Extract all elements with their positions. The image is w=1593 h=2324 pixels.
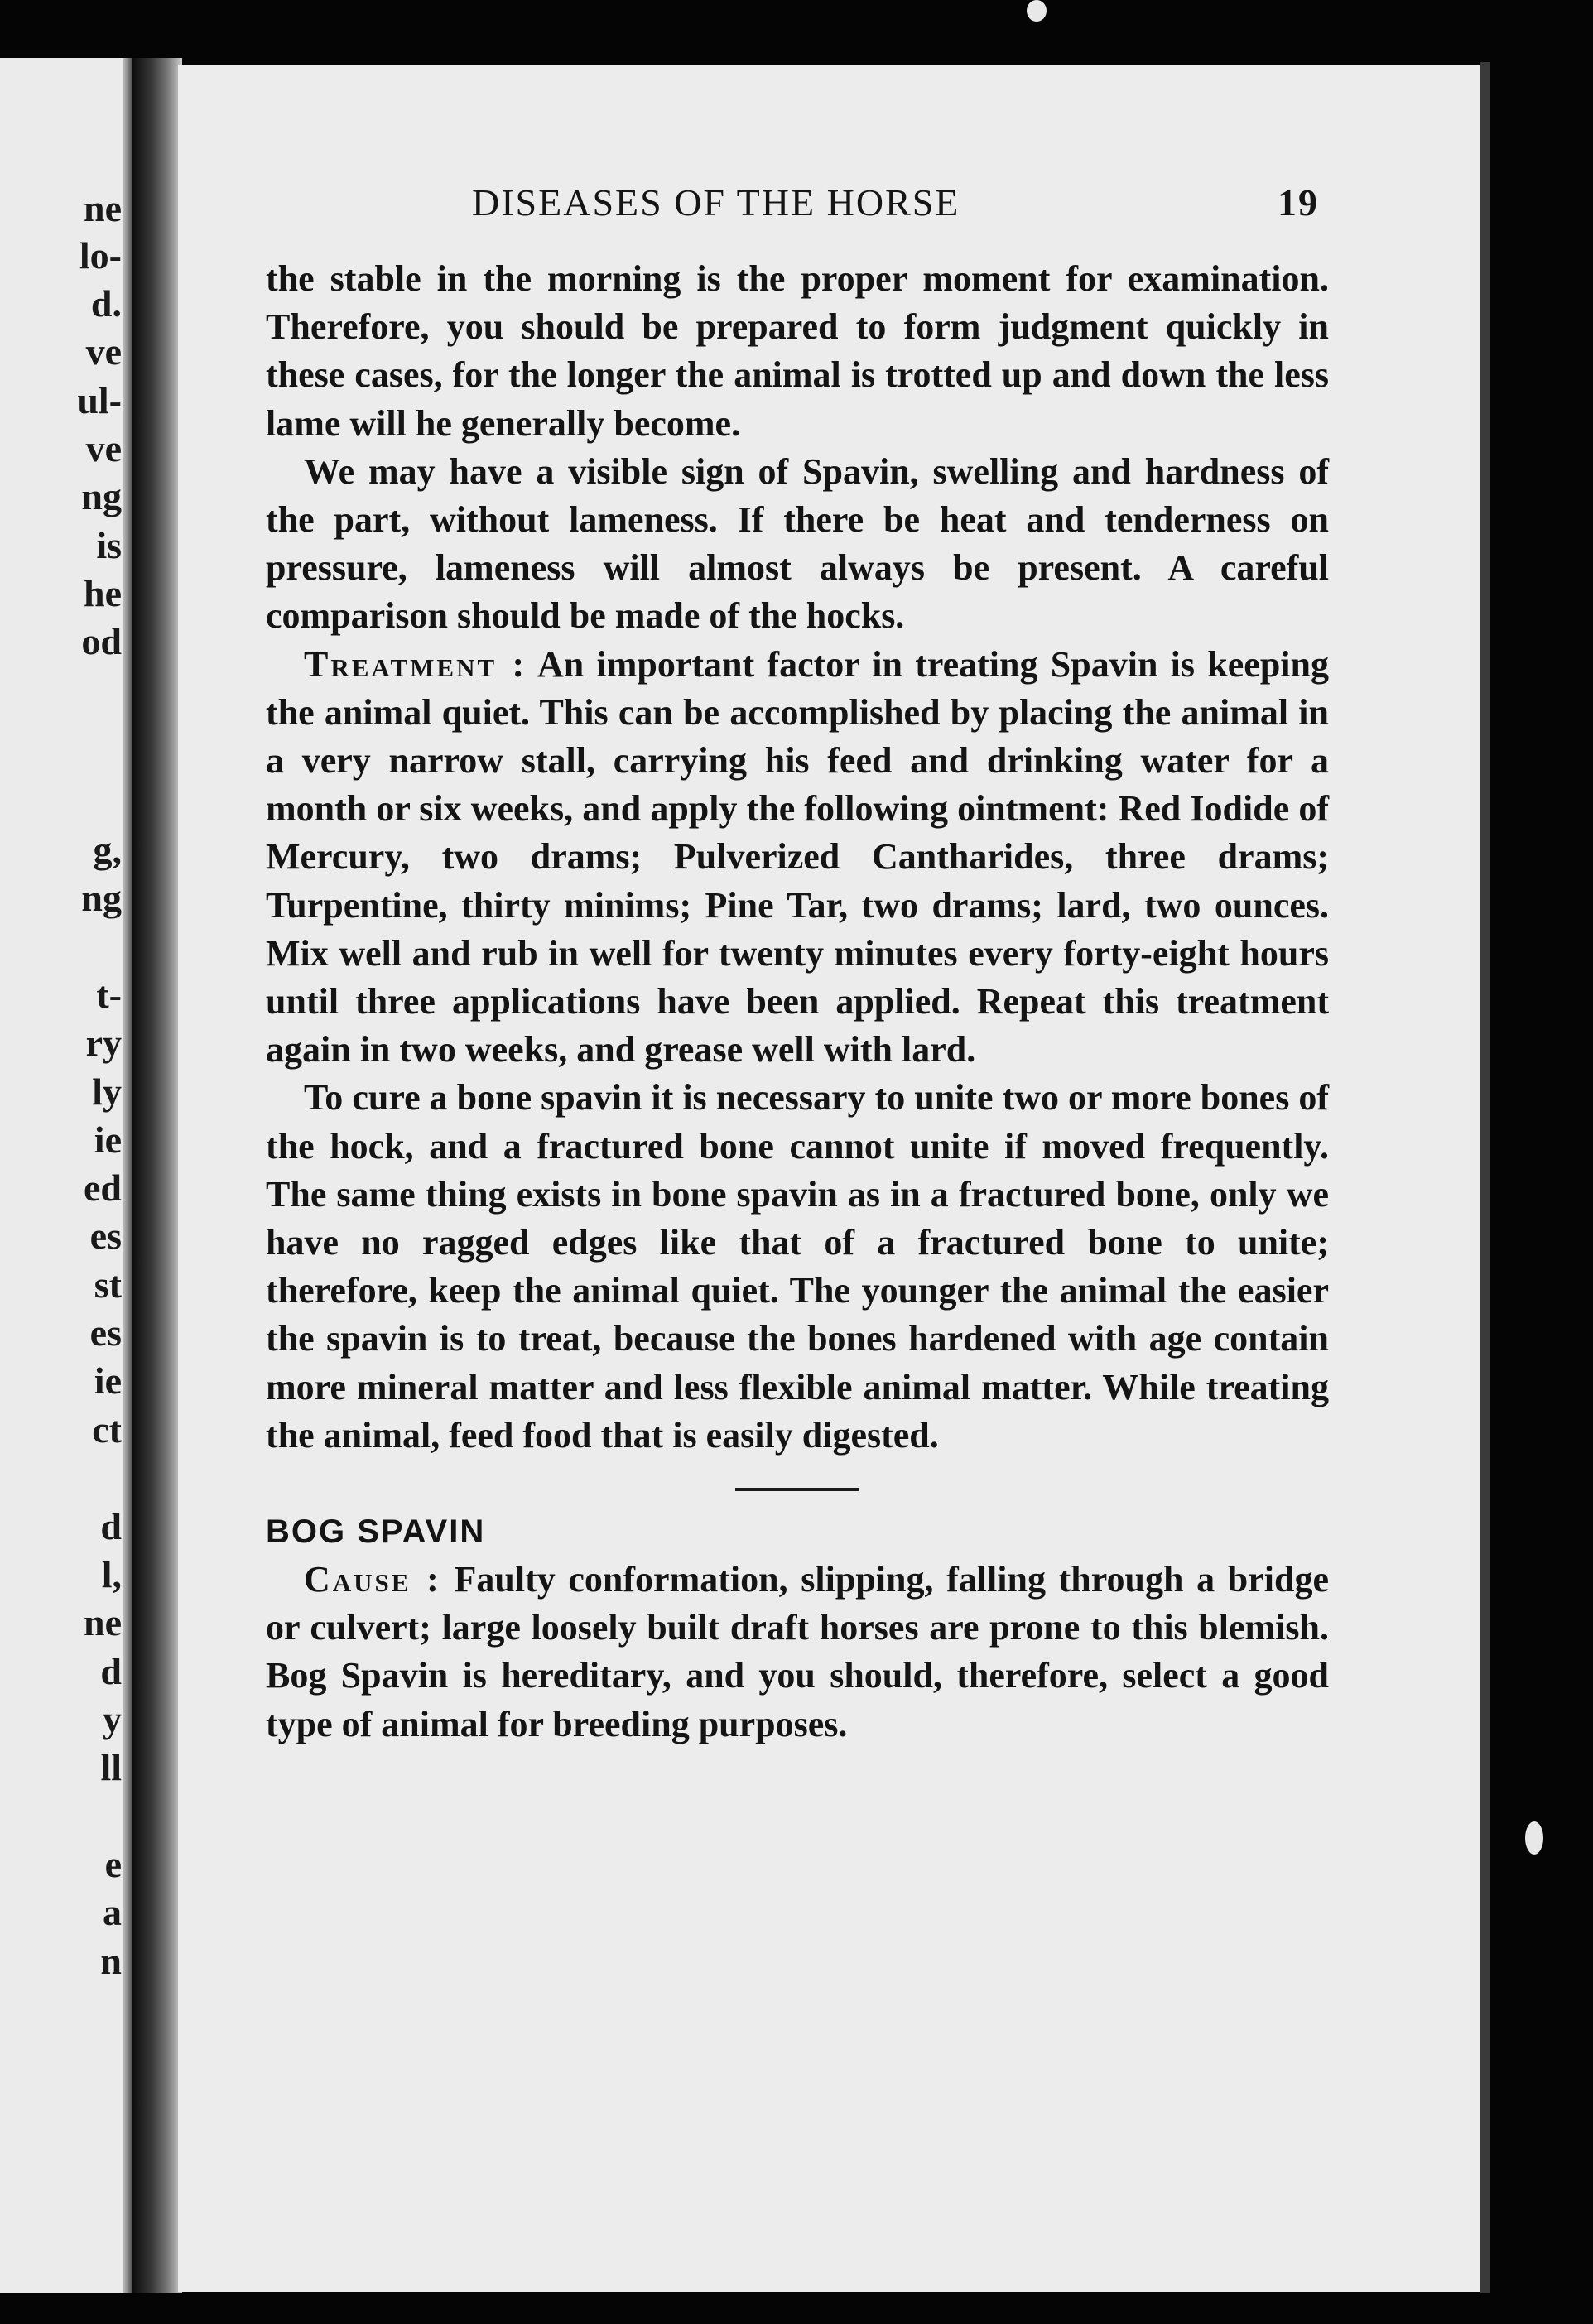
paragraph-visible-sign: We may have a visible sign of Spavin, swelling and hardness of the part, without lameness. If there be heat and tenderness on pressure, lameness will almost always be present. A careful comparison should be made of the hocks. — [266, 450, 1329, 637]
section-heading: BOG SPAVIN — [266, 1513, 486, 1551]
paragraph-cause — [266, 1556, 1329, 1749]
facing-page-word-fragment: ng — [81, 475, 122, 517]
facing-page-word-fragment: ry — [85, 1022, 122, 1064]
facing-page-fragment — [0, 58, 137, 2293]
treatment-text: An important factor in treating Spavin is keeping the animal quiet. This can be accomplished by placing the animal in a very narrow stall, carrying his feed and drinking water for a month or six weeks, and apply the following ointment: Red Iodide of Mercury, two drams; Pulverized Cantharides, three drams; Turpentine, thirty minims; Pine Tar, two drams; lard, two ounces. Mix well and rub in well for twenty minutes every forty-eight hours until three applications have been applied. Repeat this treatment again in two weeks, and grease well with lard. — [266, 643, 1330, 1071]
facing-page-word-fragment: he — [84, 572, 122, 614]
cause-label: Cause : — [304, 1559, 441, 1600]
facing-page-word-fragment: d — [100, 1505, 122, 1547]
facing-page-word-fragment: ct — [92, 1408, 122, 1451]
facing-page-word-fragment: ne — [84, 187, 122, 229]
facing-page-word-fragment: ll — [100, 1746, 122, 1788]
facing-page-word-fragment: a — [103, 1891, 122, 1933]
facing-page-word-fragment: d. — [90, 282, 122, 325]
page-number: 19 — [1278, 181, 1319, 224]
facing-page-word-fragment: d — [100, 1650, 122, 1692]
facing-page-word-fragment: ed — [84, 1167, 122, 1209]
facing-page-word-fragment: lo- — [79, 234, 122, 277]
facing-page-word-fragment: es — [89, 1215, 122, 1257]
body-text — [266, 255, 1329, 1749]
facing-page-word-fragment: ul- — [77, 379, 122, 421]
facing-page-word-fragment: n — [100, 1940, 122, 1982]
facing-page-word-fragment: ly — [92, 1071, 122, 1113]
facing-page-word-fragment: y — [103, 1698, 122, 1740]
scan-speck — [1525, 1821, 1543, 1855]
section-divider — [735, 1488, 859, 1491]
paragraph-bone-spavin: To cure a bone spavin it is necessary to unite two or more bones of the hock, and a fractured bone cannot unite if moved frequently. The same thing exists in bone spavin as in a fractured bone, only we have no ragged edges like that of a fractured bone to unite; therefore, keep the animal quiet. The younger the animal the easier the spavin is to treat, because the bones hardened with age contain more mineral matter and less flexible animal matter. While treating the animal, feed food that is easily digested. — [266, 1077, 1329, 1456]
facing-page-word-fragment: od — [81, 620, 122, 662]
facing-page-word-fragment: ne — [84, 1601, 122, 1643]
paragraph-continued: the stable in the morning is the proper moment for examination. Therefore, you should be prepared to form judgment quickly in these cases, for the longer the animal is trotted up and down the less lame will he generally become. — [266, 258, 1329, 444]
facing-page-word-fragment: is — [96, 524, 122, 566]
treatment-label: Treatment : — [304, 643, 527, 685]
facing-page-word-fragment: ie — [94, 1359, 122, 1402]
book-page — [178, 65, 1482, 2292]
facing-page-word-fragment: e — [104, 1843, 122, 1885]
paragraph-treatment — [266, 641, 1329, 1075]
cause-text: Faulty conformation, slipping, falling through a bridge or culvert; large loosely built draft horses are prone to this blemish. Bog Spavin is hereditary, and you should, therefore, select a good type of animal for breeding purposes. — [266, 1559, 1330, 1744]
facing-page-word-fragment: ve — [85, 330, 122, 373]
page-right-edge — [1480, 62, 1490, 2293]
facing-page-word-fragment: ve — [85, 427, 122, 469]
facing-page-word-fragment: es — [89, 1311, 122, 1354]
running-title: DISEASES OF THE HORSE — [472, 181, 960, 224]
book-gutter — [132, 58, 182, 2293]
facing-page-word-fragment: l, — [101, 1553, 122, 1595]
facing-page-word-fragment: ie — [94, 1119, 122, 1161]
facing-page-word-fragment: ng — [81, 877, 122, 919]
facing-page-word-fragment: t- — [96, 974, 122, 1016]
scan-speck — [1027, 0, 1047, 22]
facing-page-word-fragment: st — [94, 1263, 122, 1306]
facing-page-word-fragment: g, — [93, 829, 122, 871]
